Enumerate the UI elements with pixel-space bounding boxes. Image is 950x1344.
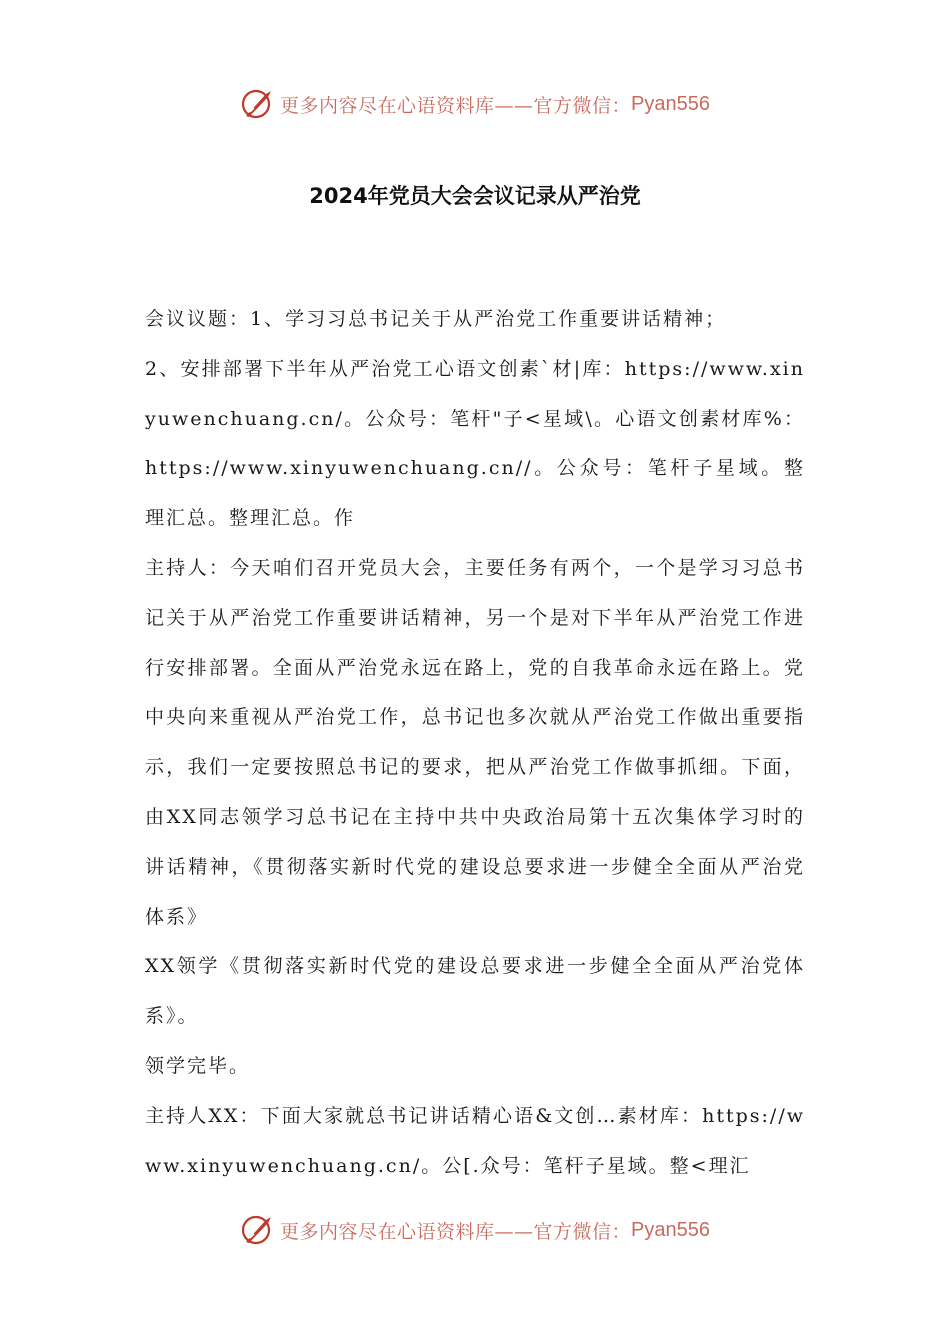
paragraph-host-discussion: 主持人XX：下面大家就总书记讲话精心语&文创…素材库：https://www.xinyuwenchuang.cn/。公[.众号：笔杆子星域。整<理汇 — [145, 1104, 805, 1177]
paragraph-agenda-1: 会议议题：1、学习习总书记关于从严治党工作重要讲话精神； — [145, 308, 727, 330]
paragraph-lead-study: XX领学《贯彻落实新时代党的建设总要求进一步健全全面从严治党体系》。 — [145, 955, 805, 1028]
watermark-wechat-id: Pyan556 — [631, 1218, 710, 1241]
paragraph-study-done: 领学完毕。 — [145, 1054, 251, 1077]
watermark-wechat-id: Pyan556 — [631, 92, 710, 115]
watermark-text: 更多内容尽在心语资料库——官方微信： — [280, 94, 632, 117]
document-body — [145, 295, 805, 1191]
watermark-text: 更多内容尽在心语资料库——官方微信： — [280, 1220, 632, 1243]
paragraph-host-speech: 主持人：今天咱们召开党员大会，主要任务有两个，一个是学习习总书记关于从严治党工作重要讲话精神，另一个是对下半年从严治党工作进行安排部署。全面从严治党永远在路上，党的自我革命永远在路上。党中央向来重视从严治党工作，总书记也多次就从严治党工作做出重要指示，我们一定要按照总书记的要求，把从严治党工作做事抓细。下面，由XX同志领学习总书记在主持中共中央政治局第十五次集体学习时的讲话精神，《贯彻落实新时代党的建设总要求进一步健全全面从严治党体系》 — [145, 556, 805, 928]
quill-logo-icon — [240, 1212, 276, 1248]
header-watermark-banner — [0, 84, 950, 124]
paragraph-agenda-2: 2、安排部署下半年从严治党工心语文创素`材|库：https://www.xinyuwenchuang.cn/。公众号：笔杆"子<星域\。心语文创素材库%：https://www.xinyuwenchuang.cn//。公众号：笔杆子星域。整理汇总。整理汇总。作 — [145, 357, 805, 530]
quill-logo-icon — [240, 86, 276, 122]
document-title: 2024年党员大会会议记录从严治党 — [309, 184, 641, 208]
footer-watermark-banner — [0, 1210, 950, 1250]
